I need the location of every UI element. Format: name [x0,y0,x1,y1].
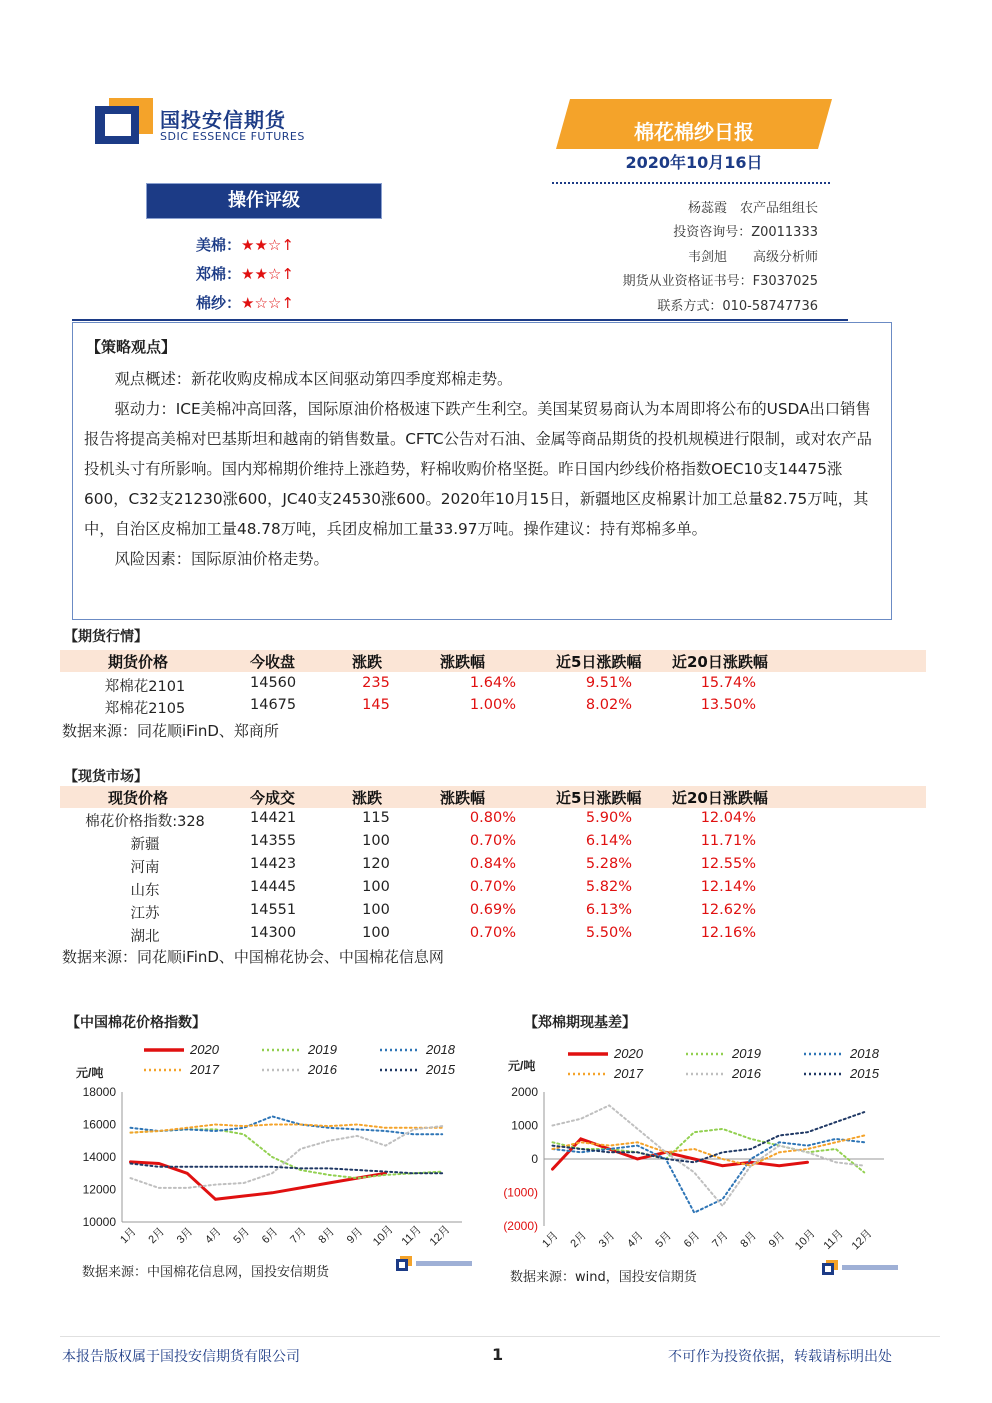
table-cell: 6.14% [585,833,632,849]
table-header-cell: 今收盘 [250,653,296,671]
x-tick-label: 3月 [174,1225,196,1247]
series-line-2016 [131,1126,443,1188]
table-cell: 14355 [250,833,297,849]
analyst-line: 韦剑旭 高级分析师 [687,250,818,265]
legend-label: 2018 [426,1042,455,1057]
table-cell: 12.14% [700,879,756,895]
y-tick-label: 14000 [82,1150,116,1164]
x-tick-label: 6月 [681,1229,703,1251]
x-tick-label: 5月 [653,1229,675,1251]
table-cell: 120 [362,856,390,872]
company-name-cn: 国投安信期货 [160,108,286,132]
analyst-line: 投资咨询号：Z0011333 [673,225,818,240]
table-row-label: 河南 [130,860,160,876]
x-tick-label: 7月 [288,1225,309,1247]
table-cell: 5.90% [585,810,632,826]
table-header-cell: 涨跌幅 [440,653,486,671]
chart-logo [396,1256,476,1272]
x-tick-label: 10月 [370,1223,396,1249]
legend-label: 2019 [732,1046,761,1061]
table-cell: 14551 [250,902,297,918]
legend-label: 2017 [614,1066,643,1081]
futures-table-header [60,650,926,672]
table-cell: 12.62% [700,902,756,918]
basis-chart [492,1032,902,1282]
table-cell: 14300 [250,925,297,941]
cotton-index-chart [62,1032,472,1282]
table-row-label: 郑棉花2101 [104,679,186,695]
table-cell: 0.70% [469,879,516,895]
table-cell: 5.82% [585,879,632,895]
rating-title: 操作评级 [146,183,382,219]
table-cell: 100 [362,879,390,895]
rating-label: 棉纱： [196,294,242,312]
company-name-en: SDIC ESSENCE FUTURES [160,130,305,143]
table-cell: 8.02% [585,697,632,713]
x-tick-label: 12月 [849,1227,875,1253]
y-axis-label: 元/吨 [508,1059,536,1073]
table-row-label: 江苏 [130,906,160,922]
x-tick-label: 11月 [821,1227,846,1253]
table-header-cell: 近5日涨跌幅 [556,653,642,671]
rating-cotton-yarn [196,292,294,313]
chart-source-basis: 数据来源：wind，国投安信期货 [510,1270,697,1285]
y-tick-label: 1000 [511,1118,538,1133]
table-cell: 12.04% [700,810,756,826]
strategy-drivers: 驱动力：ICE美棉冲高回落，国际原油价格极速下跌产生利空。美国某贸易商认为本周即将公布的USDA出口销售报告将提高美棉对巴基斯坦和越南的销售数量。CFTC公告对石油、金属等商品期货的投机规模进行限制，或对农产品投机头寸有所影响。国内郑棉期价维持上涨趋势，籽棉收购价格坚挺。昨日国内纱线价格指数OEC10支14475涨600，C32支21230涨600，JC40支24530涨600。2020年10月15日，新疆地区皮棉累计加工总量82.75万吨，其中，自治区皮棉加工量48.78万吨，兵团皮棉加工量33.97万吨。操作建议：持有郑棉多单。 [84,400,872,538]
analyst-line: 联系方式：010-58747736 [657,299,818,314]
rating-label: 美棉： [196,236,242,254]
table-row-label: 郑棉花2105 [104,701,186,717]
x-tick-label: 10月 [792,1227,818,1253]
futures-source: 数据来源：同花顺iFinD、郑商所 [62,722,279,740]
table-cell: 9.51% [585,675,632,691]
strategy-paragraph [84,394,884,544]
table-cell: 100 [362,902,390,918]
rating-us-cotton [196,234,294,255]
chart-title-basis: 【郑棉期现基差】 [524,1015,636,1031]
table-cell: 14423 [250,856,297,872]
page-number: 1 [492,1345,504,1364]
table-row-label: 棉花价格指数:328 [85,814,205,830]
x-tick-label: 4月 [203,1225,224,1247]
spot-title: 【现货市场】 [64,769,148,785]
table-header-cell: 现货价格 [108,789,169,807]
table-cell: 12.55% [700,856,756,872]
header-divider [552,182,830,184]
rating-zhengzhou-cotton [196,263,294,284]
table-cell: 5.28% [585,856,632,872]
chart-title-cotton-index: 【中国棉花价格指数】 [66,1015,206,1031]
table-cell: 100 [362,833,390,849]
table-cell: 235 [362,675,390,691]
strategy-paragraph: 风险因素：国际原油价格走势。 [114,550,329,568]
table-header-cell: 近20日涨跌幅 [672,653,768,671]
series-line-2018 [553,1139,865,1213]
x-tick-label: 9月 [344,1225,366,1247]
legend-label: 2015 [426,1062,455,1077]
table-header-cell: 涨跌幅 [440,789,486,807]
report-title: 棉花棉纱日报 [634,120,754,144]
section-divider [72,319,848,321]
legend-label: 2020 [614,1046,643,1061]
spot-table-header [60,786,926,808]
table-cell: 14445 [250,879,297,895]
x-tick-label: 8月 [738,1229,760,1251]
rating-label: 郑棉： [196,265,242,283]
table-cell: 14421 [250,810,297,826]
table-header-cell: 涨跌 [352,789,383,807]
rating-stars: ★☆☆↑ [241,294,294,312]
legend-label: 2016 [308,1062,337,1077]
table-cell: 6.13% [585,902,632,918]
series-line-2017 [131,1125,443,1133]
table-row-label: 山东 [130,883,160,899]
x-tick-label: 1月 [118,1225,139,1247]
table-cell: 14675 [250,697,297,713]
table-header-cell: 今成交 [250,789,296,807]
analyst-line: 杨蕊霞 农产品组组长 [687,201,818,216]
y-tick-label: 10000 [82,1215,116,1229]
table-cell: 145 [362,697,390,713]
footer-disclaimer: 不可作为投资依据，转载请标明出处 [668,1349,892,1365]
y-tick-label: (1000) [503,1185,538,1200]
table-cell: 0.80% [469,810,516,826]
report-date: 2020年10月16日 [625,153,763,172]
table-cell: 11.71% [700,833,756,849]
table-cell: 100 [362,925,390,941]
strategy-title: 【策略观点】 [86,338,177,356]
x-tick-label: 1月 [540,1229,561,1251]
analyst-line: 期货从业资格证书号：F3037025 [622,274,818,289]
legend-label: 2018 [850,1046,879,1061]
x-tick-label: 2月 [146,1225,168,1247]
strategy-text [84,364,884,574]
spot-source: 数据来源：同花顺iFinD、中国棉花协会、中国棉花信息网 [62,948,444,966]
table-cell: 14560 [250,675,297,691]
series-line-2016 [553,1105,865,1206]
x-tick-label: 4月 [625,1229,646,1251]
legend-label: 2016 [732,1066,761,1081]
legend-label: 2017 [190,1062,219,1077]
company-logo [95,98,153,144]
rating-stars: ★★☆↑ [241,236,294,254]
y-tick-label: (2000) [503,1219,538,1233]
table-cell: 0.70% [469,925,516,941]
table-row-label: 湖北 [130,929,160,945]
legend-label: 2015 [850,1066,879,1081]
table-cell: 0.69% [469,902,516,918]
table-cell: 0.84% [469,856,516,872]
table-cell: 1.64% [469,675,516,691]
chart-logo [822,1260,902,1276]
x-tick-label: 7月 [710,1229,731,1251]
x-tick-label: 3月 [596,1229,618,1251]
x-tick-label: 11月 [399,1223,424,1249]
table-cell: 1.00% [469,697,516,713]
x-tick-label: 6月 [259,1225,281,1247]
table-cell: 5.50% [585,925,632,941]
rating-stars: ★★☆↑ [241,265,294,283]
table-cell: 0.70% [469,833,516,849]
x-tick-label: 2月 [568,1229,590,1251]
table-header-cell: 近20日涨跌幅 [672,789,768,807]
table-cell: 12.16% [700,925,756,941]
x-tick-label: 9月 [766,1229,788,1251]
table-header-cell: 近5日涨跌幅 [556,789,642,807]
chart-source-cotton-index: 数据来源：中国棉花信息网，国投安信期货 [82,1265,330,1280]
table-header-cell: 涨跌 [352,653,383,671]
y-tick-label: 2000 [511,1085,538,1099]
y-tick-label: 16000 [82,1117,116,1132]
footer-divider [60,1336,940,1337]
futures-title: 【期货行情】 [64,629,148,645]
y-axis-label: 元/吨 [76,1066,104,1080]
table-cell: 13.50% [700,697,756,713]
y-tick-label: 12000 [82,1182,116,1197]
table-cell: 15.74% [700,675,756,691]
table-row-label: 新疆 [130,837,160,853]
y-tick-label: 18000 [82,1085,116,1099]
strategy-paragraph: 观点概述：新花收购皮棉成本区间驱动第四季度郑棉走势。 [114,370,513,388]
x-tick-label: 8月 [316,1225,338,1247]
table-header-cell: 期货价格 [108,653,169,671]
legend-label: 2019 [308,1042,337,1057]
x-tick-label: 5月 [231,1225,253,1247]
x-tick-label: 12月 [427,1223,453,1249]
legend-label: 2020 [190,1042,219,1057]
footer-copyright: 本报告版权属于国投安信期货有限公司 [62,1349,300,1365]
y-tick-label: 0 [531,1152,538,1166]
table-cell: 115 [362,810,390,826]
